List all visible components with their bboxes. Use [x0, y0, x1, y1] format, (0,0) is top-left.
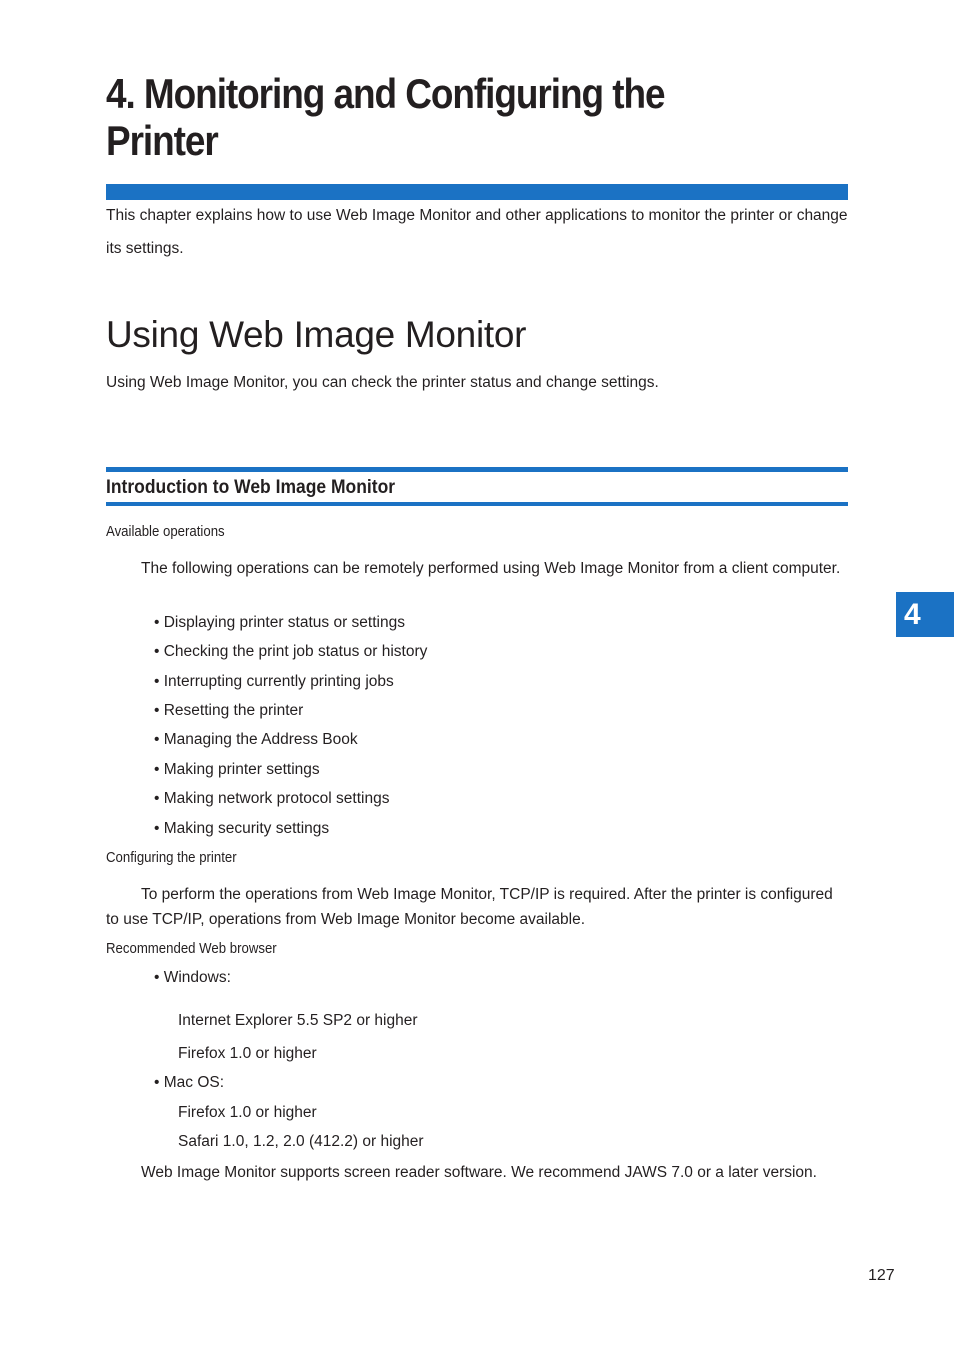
- browser-item: Internet Explorer 5.5 SP2 or higher: [178, 1012, 418, 1029]
- mac-label: • Mac OS:: [154, 1072, 224, 1094]
- chapter-title-bar: [106, 184, 848, 200]
- chapter-tab: 4: [896, 592, 954, 637]
- list-item: • Making printer settings: [154, 759, 320, 781]
- windows-label: • Windows:: [154, 967, 231, 989]
- list-item: • Making network protocol settings: [154, 788, 389, 810]
- list-item: • Interrupting currently printing jobs: [154, 671, 394, 693]
- list-item: • Managing the Address Book: [154, 729, 358, 751]
- list-item: • Resetting the printer: [154, 700, 303, 722]
- list-item: • Making security settings: [154, 818, 329, 840]
- page-number: 127: [868, 1267, 895, 1284]
- configuring-heading: Configuring the printer: [106, 849, 237, 866]
- subsection-rule-top: [106, 467, 848, 472]
- browser-item: Firefox 1.0 or higher: [178, 1045, 317, 1062]
- browsers-heading: Recommended Web browser: [106, 940, 277, 957]
- browser-item: Firefox 1.0 or higher: [178, 1104, 317, 1121]
- available-operations-intro: The following operations can be remotely performed using Web Image Monitor from a client computer.: [141, 560, 841, 577]
- configuring-text: To perform the operations from Web Image Monitor, TCP/IP is required. After the printer is configured to use TCP/IP, operations from Web Image Monitor become available.: [106, 886, 833, 928]
- list-item: • Checking the print job status or history: [154, 641, 427, 663]
- screen-reader-note: Web Image Monitor supports screen reader software. We recommend JAWS 7.0 or a later version.: [141, 1164, 817, 1181]
- available-operations-heading: Available operations: [106, 523, 225, 540]
- chapter-title: 4. Monitoring and Configuring the Printer: [106, 70, 665, 164]
- subsection-rule-bottom: [106, 502, 848, 506]
- browser-item: Safari 1.0, 1.2, 2.0 (412.2) or higher: [178, 1133, 424, 1150]
- section-title: Using Web Image Monitor: [106, 314, 527, 355]
- chapter-intro: This chapter explains how to use Web Image Monitor and other applications to monitor the printer or change its settings.: [106, 207, 848, 257]
- section-intro: Using Web Image Monitor, you can check the printer status and change settings.: [106, 374, 659, 391]
- list-item: • Displaying printer status or settings: [154, 612, 405, 634]
- subsection-title: Introduction to Web Image Monitor: [106, 477, 396, 498]
